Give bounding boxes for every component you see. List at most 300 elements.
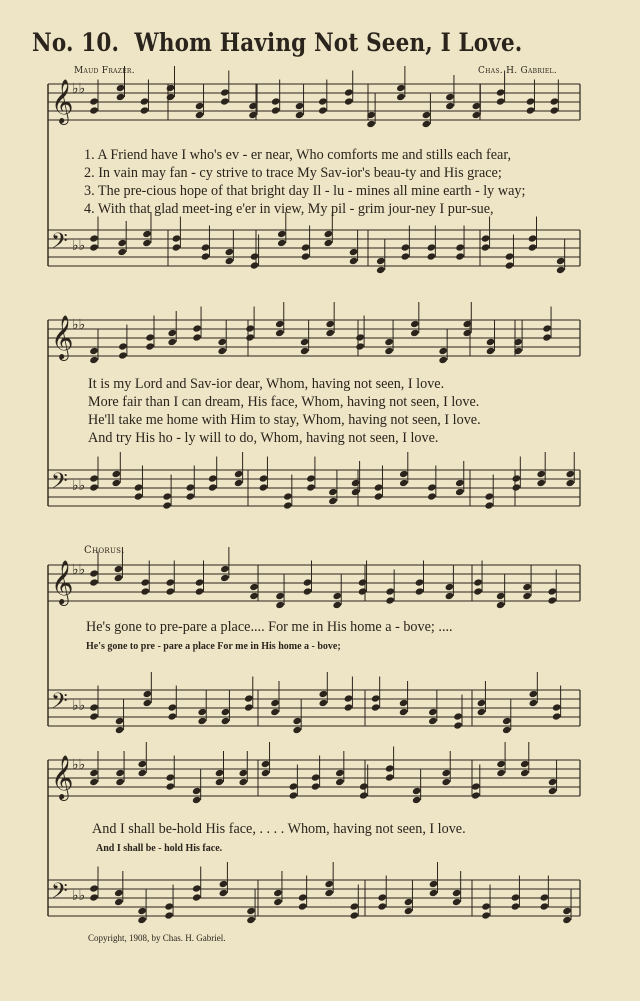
verse-3-line-a: 3. The pre-cious hope of that bright day Il - lu - mines all mine earth - ly way; xyxy=(84,183,526,199)
note-head xyxy=(138,760,148,768)
flat-key-signature: ♭♭ xyxy=(72,317,86,333)
note-head xyxy=(324,880,334,888)
bass-clef: 𝄢 xyxy=(51,229,68,259)
note-head xyxy=(445,102,455,110)
note-head xyxy=(332,592,342,600)
note-head xyxy=(89,234,99,242)
note-head xyxy=(324,239,334,247)
note-head xyxy=(145,342,155,350)
note-head xyxy=(410,320,420,328)
note-head xyxy=(384,347,394,355)
note-head xyxy=(477,708,487,716)
note-head xyxy=(219,889,229,897)
note-head xyxy=(445,592,455,600)
note-head xyxy=(303,587,313,595)
note-head xyxy=(225,248,235,256)
note-head xyxy=(89,884,99,892)
note-head xyxy=(502,717,512,725)
note-head xyxy=(355,342,365,350)
note-head xyxy=(246,916,256,924)
note-head xyxy=(221,717,231,725)
note-head xyxy=(528,234,538,242)
note-head xyxy=(349,911,359,919)
note-head xyxy=(167,329,177,337)
note-head xyxy=(167,703,177,711)
note-head xyxy=(166,93,176,101)
author: Maud Frazer. xyxy=(74,66,135,76)
flat-key-signature: ♭♭ xyxy=(72,81,86,97)
verse-2-line-a: 2. In vain may fan - cy strive to trace My Sav-ior's beau-ty and His grace; xyxy=(84,165,502,181)
note-head xyxy=(473,578,483,586)
bass-clef: 𝄢 xyxy=(51,469,68,499)
note-head xyxy=(245,333,255,341)
note-head xyxy=(143,690,153,698)
note-head xyxy=(427,492,437,500)
note-head xyxy=(114,574,124,582)
note-head xyxy=(344,694,354,702)
note-head xyxy=(529,699,539,707)
note-head xyxy=(116,93,126,101)
note-head xyxy=(344,97,354,105)
note-head xyxy=(164,911,174,919)
verse-lyrics-2 xyxy=(88,375,481,447)
note-head xyxy=(249,592,259,600)
copyright: Copyright, 1908, by Chas. H. Gabriel. xyxy=(88,933,226,943)
note-head xyxy=(143,699,153,707)
note-head xyxy=(220,574,230,582)
note-head xyxy=(349,248,359,256)
note-head xyxy=(427,252,437,260)
note-head xyxy=(167,712,177,720)
flat-key-signature: ♭♭ xyxy=(72,888,86,904)
note-head xyxy=(115,717,125,725)
chorus-label: Chorus. xyxy=(84,545,125,556)
note-head xyxy=(261,760,271,768)
note-head xyxy=(445,583,455,591)
note-head xyxy=(438,347,448,355)
note-head xyxy=(89,106,99,114)
note-head xyxy=(325,329,335,337)
note-head xyxy=(445,93,455,101)
note-head xyxy=(562,916,572,924)
note-head xyxy=(404,907,414,915)
note-head xyxy=(295,102,305,110)
chorus-line-1: He's gone to pre-pare a place.... For me in His home a - bove; .... xyxy=(86,619,453,635)
note-head xyxy=(453,712,463,720)
note-head xyxy=(192,324,202,332)
note-head xyxy=(462,329,472,337)
note-head xyxy=(526,97,536,105)
note-head xyxy=(415,578,425,586)
note-head xyxy=(89,712,99,720)
note-head xyxy=(145,333,155,341)
note-head xyxy=(142,230,152,238)
note-head xyxy=(377,893,387,901)
note-head xyxy=(542,333,552,341)
note-head xyxy=(325,320,335,328)
note-head xyxy=(142,239,152,247)
note-head xyxy=(358,587,368,595)
note-head xyxy=(441,778,451,786)
note-head xyxy=(162,492,172,500)
note-head xyxy=(377,902,387,910)
note-head xyxy=(351,488,361,496)
note-head xyxy=(385,773,395,781)
note-head xyxy=(324,889,334,897)
note-head xyxy=(385,764,395,772)
note-head xyxy=(298,902,308,910)
note-head xyxy=(197,708,207,716)
note-head xyxy=(540,902,550,910)
note-head xyxy=(565,470,575,478)
note-head xyxy=(452,889,462,897)
note-head xyxy=(502,726,512,734)
note-head xyxy=(396,84,406,92)
note-head xyxy=(359,791,369,799)
note-head xyxy=(399,699,409,707)
note-head xyxy=(455,243,465,251)
note-head xyxy=(505,252,515,260)
note-head xyxy=(300,338,310,346)
note-head xyxy=(275,601,285,609)
note-head xyxy=(192,884,202,892)
note-head xyxy=(201,243,211,251)
note-head xyxy=(185,483,195,491)
note-head xyxy=(165,782,175,790)
note-head xyxy=(244,694,254,702)
note-head xyxy=(311,773,321,781)
note-head xyxy=(371,703,381,711)
note-head xyxy=(112,470,122,478)
note-head xyxy=(89,347,99,355)
note-head xyxy=(197,717,207,725)
note-head xyxy=(548,778,558,786)
note-head xyxy=(164,902,174,910)
note-head xyxy=(540,893,550,901)
note-head xyxy=(556,266,566,274)
note-head xyxy=(167,338,177,346)
note-head xyxy=(412,787,422,795)
note-head xyxy=(271,106,281,114)
note-head xyxy=(542,324,552,332)
note-head xyxy=(89,243,99,251)
note-head xyxy=(270,708,280,716)
note-head xyxy=(462,320,472,328)
note-head xyxy=(89,893,99,901)
note-head xyxy=(306,474,316,482)
note-head xyxy=(215,778,225,786)
note-head xyxy=(117,239,127,247)
note-head xyxy=(277,230,287,238)
note-head xyxy=(396,93,406,101)
note-head xyxy=(89,356,99,364)
note-head xyxy=(332,601,342,609)
note-head xyxy=(306,483,316,491)
treble-clef: 𝄞 xyxy=(51,79,74,123)
note-head xyxy=(429,880,439,888)
note-head xyxy=(301,252,311,260)
note-head xyxy=(496,97,506,105)
note-head xyxy=(114,565,124,573)
note-head xyxy=(166,84,176,92)
note-head xyxy=(481,911,491,919)
verse-4-line-a: 4. With that glad meet-ing e'er in view, My pil - grim jour-ney I pur-sue, xyxy=(84,201,494,217)
hymn-title-text: Whom Having Not Seen, I Love. xyxy=(134,28,523,57)
note-head xyxy=(273,898,283,906)
note-head xyxy=(114,898,124,906)
note-head xyxy=(259,483,269,491)
note-head xyxy=(550,106,560,114)
bass-clef: 𝄢 xyxy=(51,879,68,909)
note-head xyxy=(481,243,491,251)
note-head xyxy=(371,694,381,702)
note-head xyxy=(246,907,256,915)
note-head xyxy=(270,699,280,707)
note-head xyxy=(140,97,150,105)
note-head xyxy=(298,893,308,901)
note-head xyxy=(441,769,451,777)
note-head xyxy=(192,796,202,804)
note-head xyxy=(522,583,532,591)
verse-3-line-b: He'll take me home with Him to stay, Whom, having not seen, I love. xyxy=(88,412,481,428)
note-head xyxy=(300,347,310,355)
note-head xyxy=(271,97,281,105)
note-head xyxy=(547,596,557,604)
note-head xyxy=(376,257,386,265)
flat-key-signature: ♭♭ xyxy=(72,238,86,254)
note-head xyxy=(385,587,395,595)
note-head xyxy=(115,726,125,734)
note-head xyxy=(195,102,205,110)
note-head xyxy=(89,769,99,777)
note-head xyxy=(234,470,244,478)
note-head xyxy=(355,333,365,341)
treble-clef: 𝄞 xyxy=(51,315,74,359)
note-head xyxy=(219,880,229,888)
note-head xyxy=(366,120,376,128)
note-head xyxy=(275,592,285,600)
note-head xyxy=(275,329,285,337)
note-head xyxy=(319,690,329,698)
note-head xyxy=(118,351,128,359)
note-head xyxy=(283,501,293,509)
note-head xyxy=(505,261,515,269)
note-head xyxy=(422,111,432,119)
note-head xyxy=(526,106,536,114)
note-head xyxy=(404,898,414,906)
note-head xyxy=(112,479,122,487)
verse-1-line-b: It is my Lord and Sav-ior dear, Whom, having not seen, I love. xyxy=(88,376,445,392)
note-head xyxy=(384,338,394,346)
note-head xyxy=(114,889,124,897)
note-head xyxy=(89,97,99,105)
note-head xyxy=(520,769,530,777)
note-head xyxy=(328,488,338,496)
flat-key-signature: ♭♭ xyxy=(72,478,86,494)
note-head xyxy=(481,234,491,242)
note-head xyxy=(410,329,420,337)
note-head xyxy=(455,252,465,260)
note-head xyxy=(162,501,172,509)
note-head xyxy=(165,587,175,595)
note-head xyxy=(172,243,182,251)
note-head xyxy=(455,488,465,496)
note-head xyxy=(496,88,506,96)
note-head xyxy=(427,243,437,251)
note-head xyxy=(484,501,494,509)
composer: Chas. H. Gabriel. xyxy=(478,66,557,76)
note-head xyxy=(221,708,231,716)
note-head xyxy=(376,266,386,274)
note-head xyxy=(250,261,260,269)
note-head xyxy=(137,916,147,924)
note-head xyxy=(473,587,483,595)
note-head xyxy=(496,601,506,609)
note-head xyxy=(238,769,248,777)
note-head xyxy=(220,88,230,96)
note-head xyxy=(261,769,271,777)
note-head xyxy=(428,708,438,716)
note-head xyxy=(324,230,334,238)
verse-lyrics-1 xyxy=(84,146,525,218)
note-head xyxy=(359,782,369,790)
note-head xyxy=(244,703,254,711)
note-head xyxy=(318,106,328,114)
note-head xyxy=(562,907,572,915)
note-head xyxy=(295,111,305,119)
note-head xyxy=(292,717,302,725)
note-head xyxy=(349,902,359,910)
note-head xyxy=(556,257,566,265)
note-head xyxy=(172,234,182,242)
note-head xyxy=(89,483,99,491)
note-head xyxy=(275,320,285,328)
verse-4-line-b: And try His ho - ly will to do, Whom, having not seen, I love. xyxy=(88,430,439,446)
note-head xyxy=(245,324,255,332)
verse-2-line-b: More fair than I can dream, His face, Whom, having not seen, I love. xyxy=(88,394,480,410)
note-head xyxy=(536,470,546,478)
note-head xyxy=(165,578,175,586)
note-head xyxy=(529,690,539,698)
note-head xyxy=(303,578,313,586)
note-head xyxy=(344,703,354,711)
note-head xyxy=(311,782,321,790)
note-head xyxy=(412,796,422,804)
note-head xyxy=(528,243,538,251)
note-head xyxy=(115,778,125,786)
note-head xyxy=(552,703,562,711)
note-head xyxy=(192,787,202,795)
note-head xyxy=(344,88,354,96)
note-head xyxy=(374,492,384,500)
verse-1-line-a: 1. A Friend have I who's ev - er near, Who comforts me and stills each fear, xyxy=(84,147,512,163)
note-head xyxy=(249,583,259,591)
flat-key-signature: ♭♭ xyxy=(72,757,86,773)
note-head xyxy=(399,708,409,716)
note-head xyxy=(115,769,125,777)
note-head xyxy=(138,769,148,777)
note-head xyxy=(328,497,338,505)
chorus-line-2: And I shall be-hold His face, . . . . Whom, having not seen, I love. xyxy=(92,821,466,837)
note-head xyxy=(134,492,144,500)
note-head xyxy=(486,347,496,355)
note-head xyxy=(118,342,128,350)
note-head xyxy=(520,760,530,768)
note-head xyxy=(318,97,328,105)
note-head xyxy=(429,889,439,897)
note-head xyxy=(250,252,260,260)
note-head xyxy=(140,578,150,586)
note-head xyxy=(208,483,218,491)
note-head xyxy=(89,578,99,586)
note-head xyxy=(89,703,99,711)
note-head xyxy=(165,773,175,781)
flat-key-signature: ♭♭ xyxy=(72,698,86,714)
note-head xyxy=(217,338,227,346)
treble-clef: 𝄞 xyxy=(51,755,74,799)
note-head xyxy=(89,474,99,482)
note-head xyxy=(335,778,345,786)
note-head xyxy=(496,760,506,768)
note-head xyxy=(351,479,361,487)
note-head xyxy=(335,769,345,777)
note-head xyxy=(134,483,144,491)
note-head xyxy=(273,889,283,897)
note-head xyxy=(511,893,521,901)
note-head xyxy=(477,699,487,707)
note-head xyxy=(358,578,368,586)
hymn-number: No. 10. xyxy=(32,28,120,57)
note-head xyxy=(259,474,269,482)
note-head xyxy=(192,893,202,901)
note-head xyxy=(238,778,248,786)
note-head xyxy=(399,470,409,478)
note-head xyxy=(217,347,227,355)
note-head xyxy=(215,769,225,777)
note-head xyxy=(428,717,438,725)
note-head xyxy=(195,587,205,595)
chorus-line-1-bass: He's gone to pre - pare a place For me in His home a - bove; xyxy=(86,641,341,652)
note-head xyxy=(548,787,558,795)
note-head xyxy=(455,479,465,487)
flat-key-signature: ♭♭ xyxy=(72,562,86,578)
note-head xyxy=(552,712,562,720)
note-head xyxy=(195,111,205,119)
note-head xyxy=(225,257,235,265)
note-head xyxy=(283,492,293,500)
note-head xyxy=(185,492,195,500)
note-head xyxy=(481,902,491,910)
note-head xyxy=(536,479,546,487)
note-head xyxy=(565,479,575,487)
note-head xyxy=(385,596,395,604)
note-head xyxy=(452,898,462,906)
note-head xyxy=(116,84,126,92)
note-head xyxy=(289,782,299,790)
note-head xyxy=(453,721,463,729)
note-head xyxy=(301,243,311,251)
chorus-line-2-bass: And I shall be - hold His face. xyxy=(96,843,223,854)
note-head xyxy=(201,252,211,260)
note-head xyxy=(137,907,147,915)
note-head xyxy=(195,578,205,586)
treble-clef: 𝄞 xyxy=(51,560,74,604)
note-head xyxy=(220,97,230,105)
note-head xyxy=(496,592,506,600)
note-head xyxy=(401,243,411,251)
note-head xyxy=(349,257,359,265)
note-head xyxy=(277,239,287,247)
